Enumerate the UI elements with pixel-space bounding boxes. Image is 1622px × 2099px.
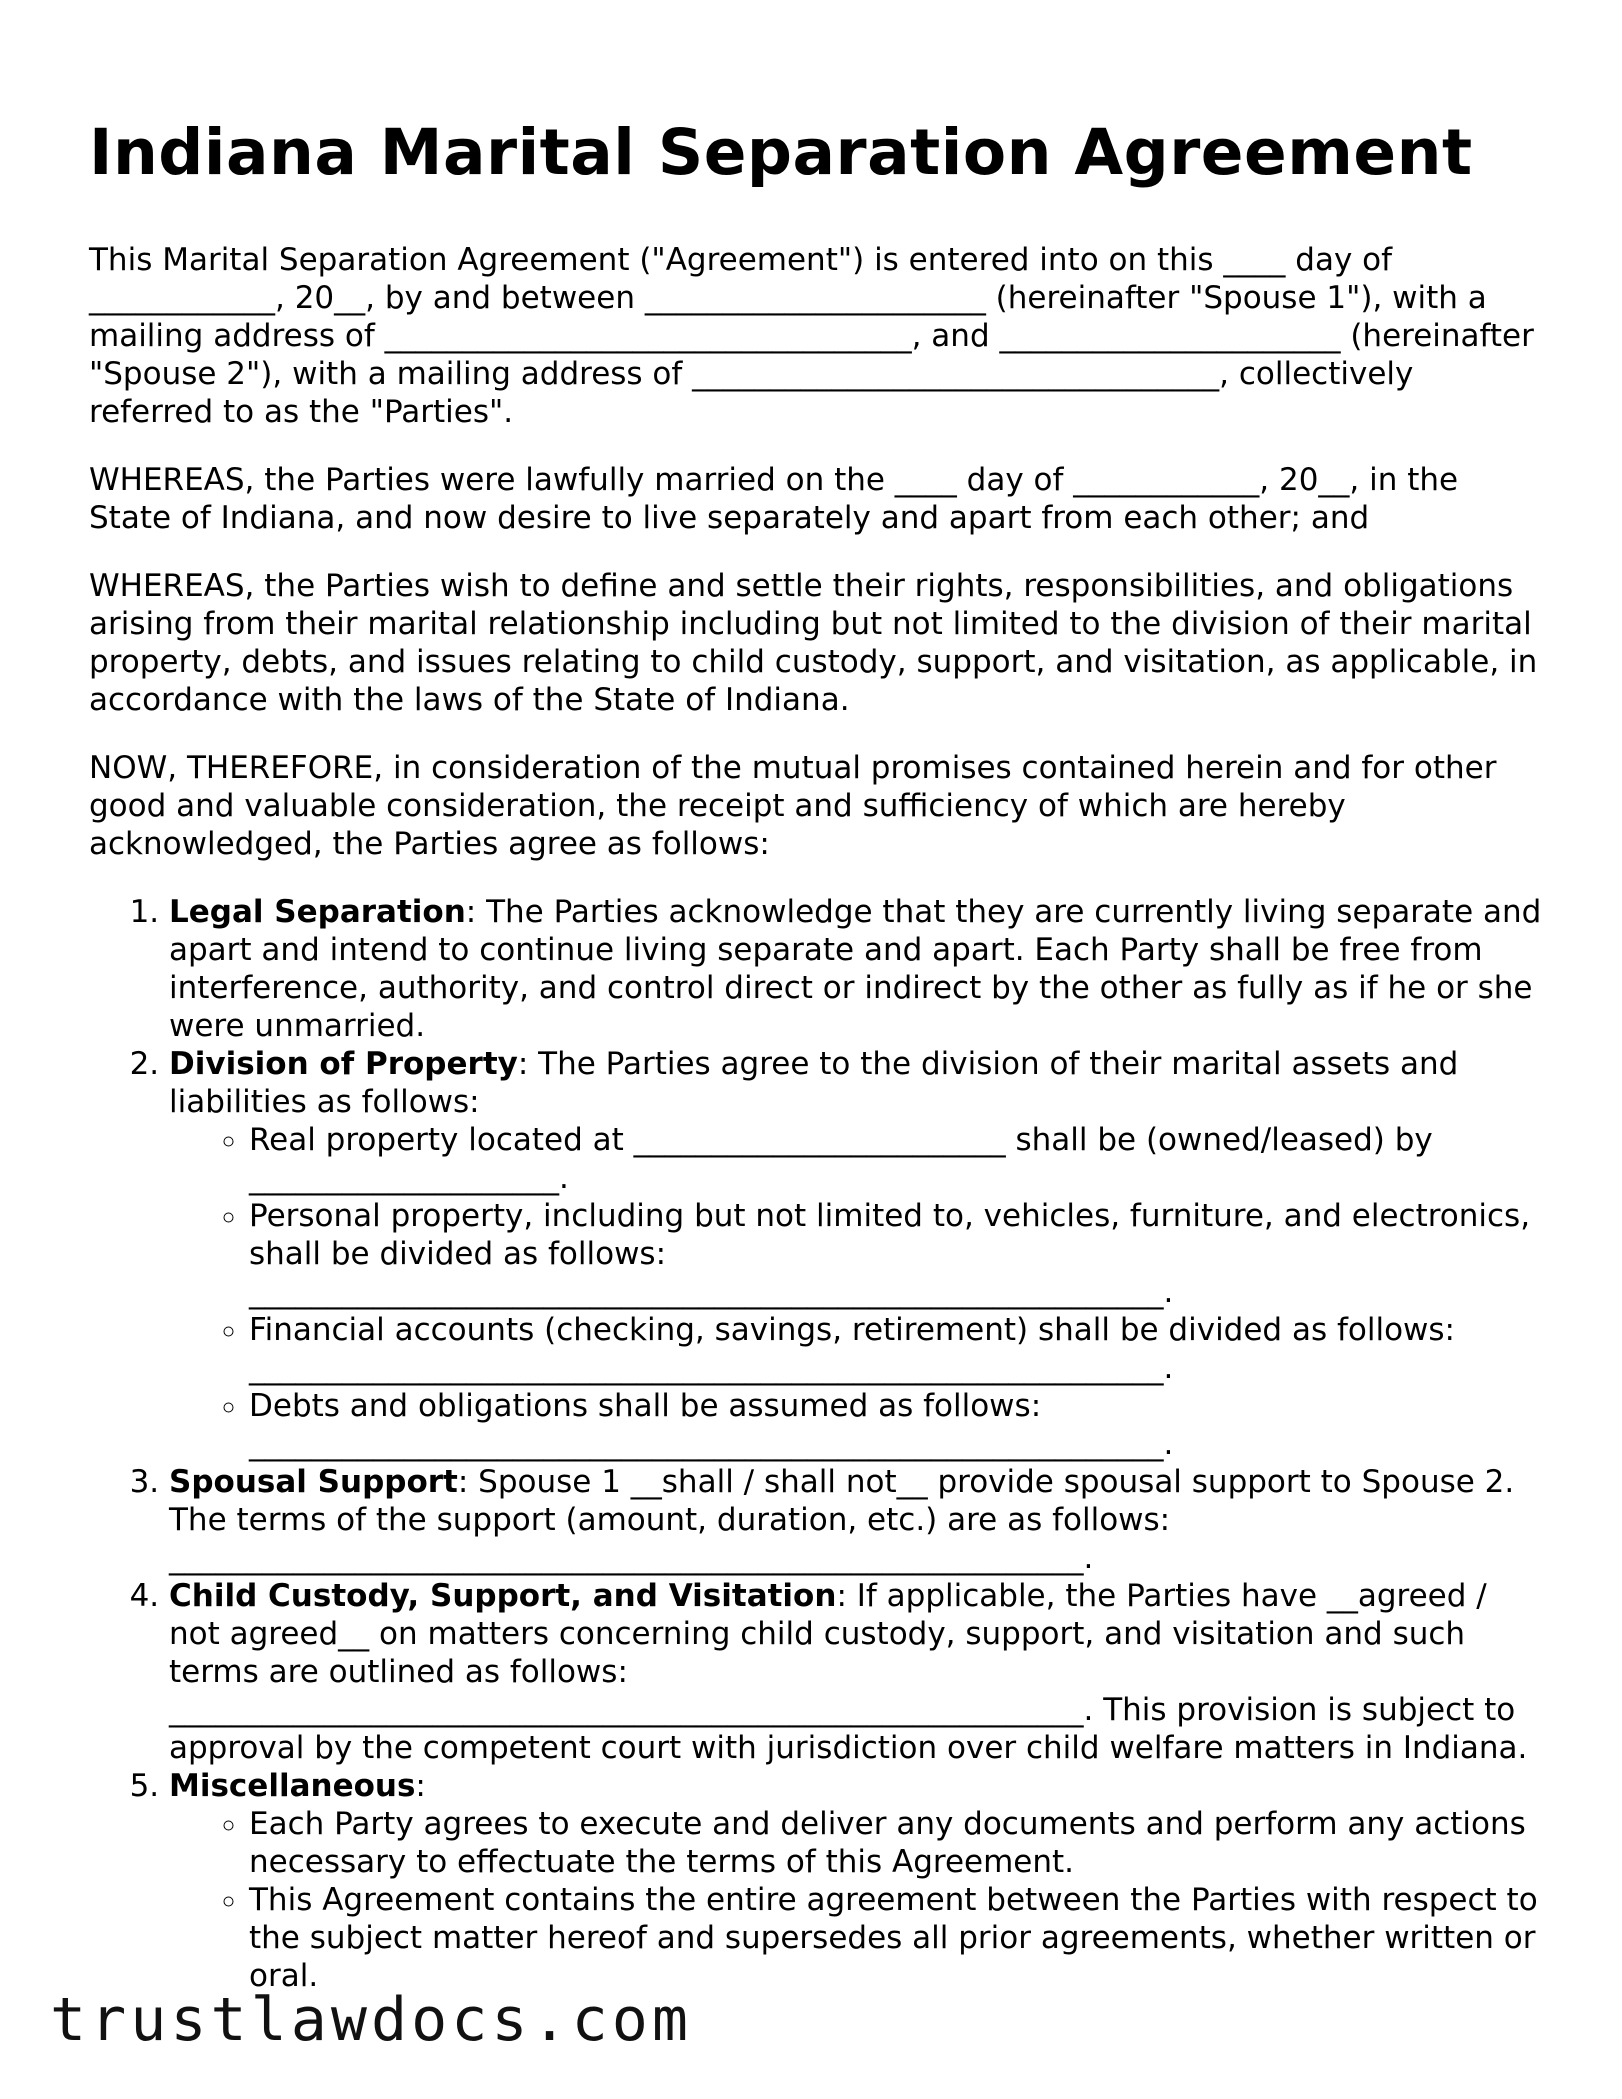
watermark: trustlawdocs.com [50, 1985, 692, 2055]
section-text: : If applicable, the Parties have __agreed / not agreed__ on matters concerning child custody, support, and visitation and such terms are outlined as follows: ___________________________________________________________. This provision is subject to approval by the competent court with jurisdiction over child welfare matters in Indiana. [169, 1578, 1528, 1766]
list-item: ◦ Financial accounts (checking, savings, retirement) shall be divided as follows: ___________________________________________________________. [249, 1311, 1544, 1387]
miscellaneous-items [169, 1805, 1544, 1995]
section-legal-separation [169, 893, 1544, 1045]
section-child-custody [169, 1577, 1544, 1767]
list-item: ◦ This Agreement contains the entire agreement between the Parties with respect to the subject matter hereof and supersedes all prior agreements, whether written or oral. [249, 1881, 1544, 1995]
section-spousal-support [169, 1463, 1544, 1577]
section-heading: Legal Separation [169, 894, 466, 930]
list-item: ◦ Each Party agrees to execute and deliver any documents and perform any actions necessary to effectuate the terms of this Agreement. [249, 1805, 1544, 1881]
section-division-of-property [169, 1045, 1544, 1463]
section-text: : The Parties agree to the division of their marital assets and liabilities as follows: [169, 1046, 1459, 1120]
property-items [169, 1121, 1544, 1463]
list-item: ◦ Debts and obligations shall be assumed as follows: ___________________________________________________________. [249, 1387, 1544, 1463]
section-heading: Spousal Support [169, 1464, 458, 1500]
section-heading: Miscellaneous [169, 1768, 416, 1804]
section-heading: Division of Property [169, 1046, 518, 1082]
agreement-sections [89, 893, 1544, 1995]
list-item: ◦ Real property located at ________________________ shall be (owned/leased) by ____________________. [249, 1121, 1544, 1197]
document-title: Indiana Marital Separation Agreement [89, 116, 1473, 189]
now-therefore-paragraph: NOW, THEREFORE, in consideration of the mutual promises contained herein and for other good and valuable consideration, the receipt and sufficiency of which are hereby acknowledged, the Parties agree as follows: [89, 750, 1497, 862]
section-text: : [415, 1768, 426, 1804]
list-item: ◦ Personal property, including but not limited to, vehicles, furniture, and electronics, shall be divided as follows: ___________________________________________________________. [249, 1197, 1544, 1311]
section-heading: Child Custody, Support, and Visitation [169, 1578, 837, 1614]
section-text: : The Parties acknowledge that they are currently living separate and apart and intend to continue living separate and apart. Each Party shall be free from interference, authority, and control direct or indirect by the other as fully as if he or she were unmarried. [169, 894, 1542, 1044]
section-text: : Spouse 1 __shall / shall not__ provide spousal support to Spouse 2. The terms of the support (amount, duration, etc.) are as follows: ___________________________________________________________. [169, 1464, 1515, 1576]
whereas-paragraph-1: WHEREAS, the Parties were lawfully married on the ____ day of ____________, 20__, in the State of Indiana, and now desire to live separately and apart from each other; and [89, 462, 1459, 536]
whereas-paragraph-2: WHEREAS, the Parties wish to define and settle their rights, responsibilities, and obligations arising from their marital relationship including but not limited to the division of their marital property, debts, and issues relating to child custody, support, and visitation, as applicable, in accordance with the laws of the State of Indiana. [89, 568, 1538, 718]
document-page [89, 110, 1544, 1995]
intro-paragraph: This Marital Separation Agreement ("Agreement") is entered into on this ____ day of ____________, 20__, by and between ______________________ (hereinafter "Spouse 1"), with a mailing address of __________________________________, and ______________________ (hereinafter "Spouse 2"), with a mailing address of __________________________________, collectively referred to as the "Parties". [89, 242, 1534, 430]
section-miscellaneous [169, 1767, 1544, 1995]
